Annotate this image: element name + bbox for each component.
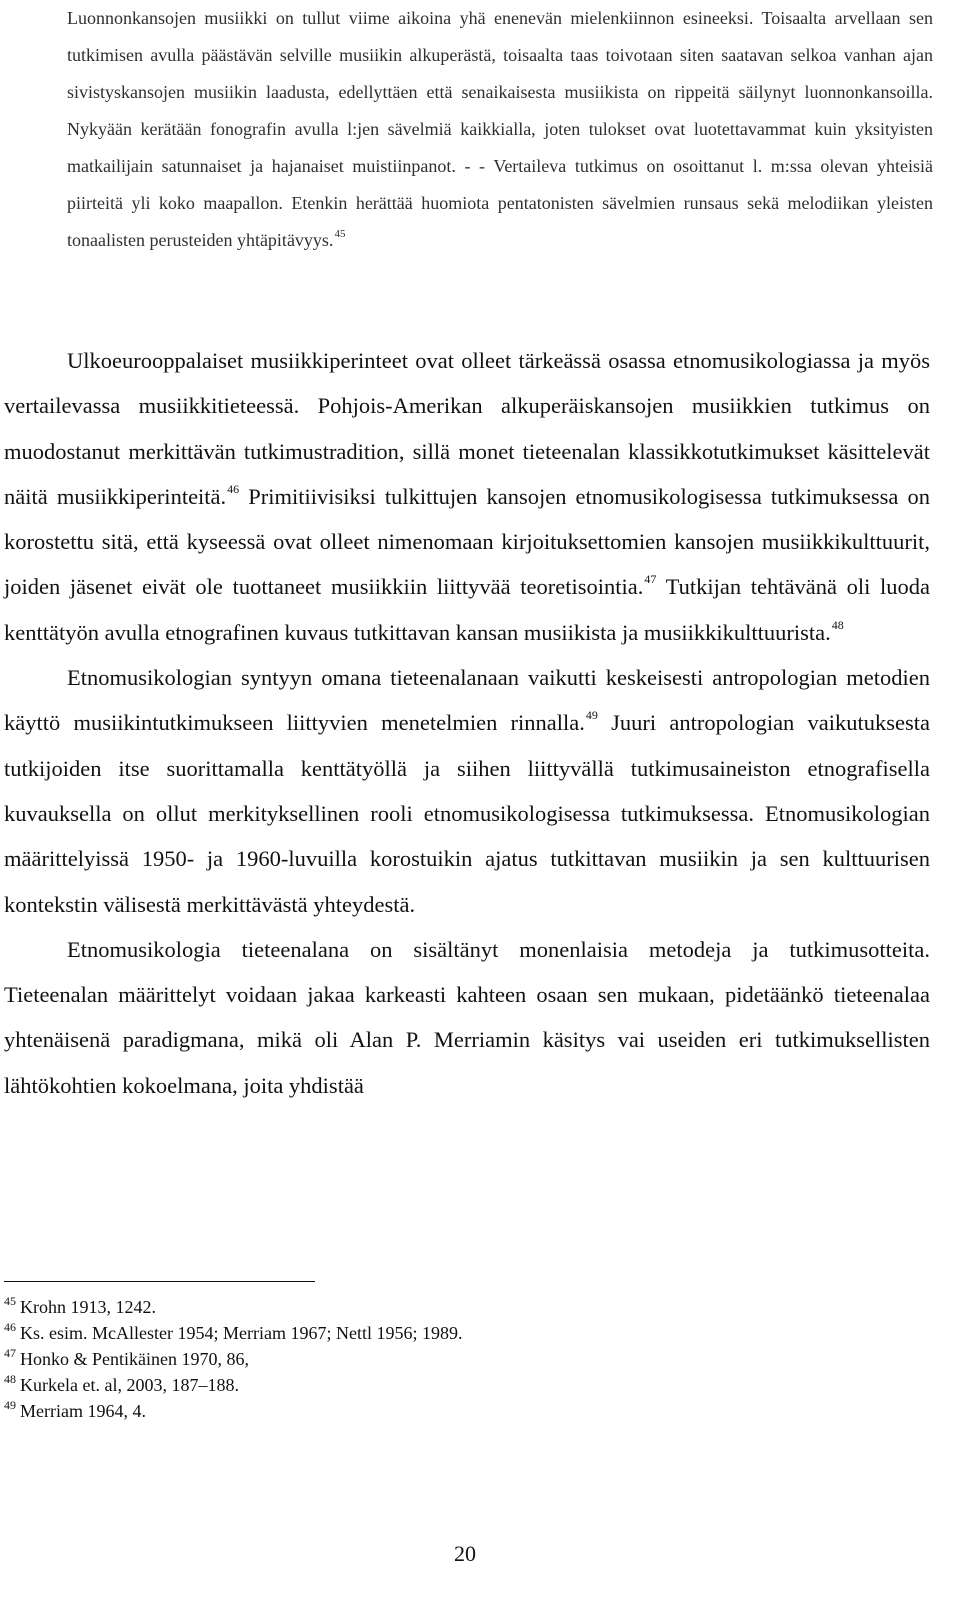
footnote-number: 45 — [4, 1294, 16, 1308]
footnote-number: 48 — [4, 1372, 16, 1386]
footnote-text: Merriam 1964, 4. — [20, 1401, 146, 1421]
paragraph-text: Primitiivisiksi tulkittujen kansojen etnomusikologisessa tutkimuksessa on korostettu sitä, että kyseessä ovat olleet nimenomaan kirjoituksettomien kansojen musiikkikulttuurit, joiden jäsenet eivät ole tuottaneet musiikkiin liittyvää teoretisointia. — [4, 483, 930, 600]
footnote-reference: 46 — [227, 481, 240, 496]
footnote — [4, 1372, 904, 1398]
footnote-text: Krohn 1913, 1242. — [20, 1297, 156, 1317]
footnote-reference: 45 — [334, 228, 346, 240]
footnote-text: Kurkela et. al, 2003, 187–188. — [20, 1375, 239, 1395]
paragraph — [4, 927, 930, 1108]
paragraph-text: Etnomusikologian syntyyn omana tieteenalanaan vaikutti keskeisesti antropologian metodien käyttö musiikintutkimukseen liittyvien menetelmien rinnalla. — [4, 665, 930, 736]
quote-text: Luonnonkansojen musiikki on tullut viime aikoina yhä enenevän mielenkiinnon esineeksi. Toisaalta arvellaan sen tutkimisen avulla päästävän selville musiikin alkuperästä, toisaalta taas toivotaan siten saatavan selkoa vanhan ajan sivistyskansojen musiikin laadusta, edellyttäen että senaikaisesta musiikista on rippeitä säilynyt luonnonkansoilla. Nykyään kerätään fonografin avulla l:jen sävelmiä kaikkialla, joten tulokset ovat luotettavammat kuin yksityisten matkailijain satunnaiset ja hajanaiset muistiinpanot. - - Vertaileva tutkimus on osoittanut l. m:ssa olevan yhteisiä piirteitä yli koko maapallon. Etenkin herättää huomiota pentatonisten sävelmien runsaus sekä melodiikan yleisten tonaalisten perusteiden yhtäpitävyys. — [67, 8, 933, 250]
footnote-separator — [4, 1281, 315, 1282]
footnote — [4, 1294, 904, 1320]
footnote-number: 46 — [4, 1320, 16, 1334]
footnote — [4, 1346, 904, 1372]
footnote-reference: 49 — [585, 708, 598, 723]
paragraph-text: Ulkoeurooppalaiset musiikkiperinteet ovat olleet tärkeässä osassa etnomusikologiassa ja myös vertailevassa musiikkitieteessä. Pohjois-Amerikan alkuperäiskansojen musiikkien tutkimus on muodostanut merkittävän tutkimustradition, sillä monet tieteenalan klassikkotutkimukset käsittelevät näitä musiikkiperinteitä. — [4, 348, 930, 509]
paragraph-text: Etnomusikologia tieteenalana on sisältänyt monenlaisia metodeja ja tutkimusotteita. Tieteenalan määrittelyt voidaan jakaa karkeasti kahteen osaan sen mukaan, pidetäänkö tieteenalaa yhtenäisenä paradigmana, mikä oli Alan P. Merriamin käsitys vai useiden eri tutkimuksellisten lähtökohtien kokoelmana, joita yhdistää — [4, 936, 930, 1098]
footnote-number: 47 — [4, 1346, 16, 1360]
footnote-reference: 47 — [644, 572, 657, 587]
footnote — [4, 1320, 904, 1346]
paragraph — [4, 655, 930, 927]
page-number: 20 — [454, 1541, 476, 1566]
footnotes — [4, 1294, 904, 1424]
footnote-number: 49 — [4, 1398, 16, 1412]
footnote — [4, 1398, 904, 1424]
body-text — [4, 338, 930, 1108]
footnote-text: Honko & Pentikäinen 1970, 86, — [20, 1349, 249, 1369]
paragraph — [4, 338, 930, 655]
block-quote — [67, 0, 933, 259]
paragraph-text: Tutkijan tehtävänä oli luoda kenttätyön avulla etnografinen kuvaus tutkittavan kansan musiikista ja musiikkikulttuurista. — [4, 574, 931, 645]
footnote-text: Ks. esim. McAllester 1954; Merriam 1967; Nettl 1956; 1989. — [20, 1323, 463, 1343]
footnote-reference: 48 — [831, 617, 844, 632]
paragraph-text: Juuri antropologian vaikutuksesta tutkijoiden itse suorittamalla kenttätyöllä ja siihen liittyvällä tutkimusaineiston etnografisella kuvauksella on ollut merkityksellinen rooli etnomusikologisessa tutkimuksessa. Etnomusikologian määrittelyissä 1950- ja 1960-luvuilla korostuikin ajatus tutkittavan musiikin ja sen kulttuurisen kontekstin välisestä merkittävästä yhteydestä. — [4, 710, 931, 917]
